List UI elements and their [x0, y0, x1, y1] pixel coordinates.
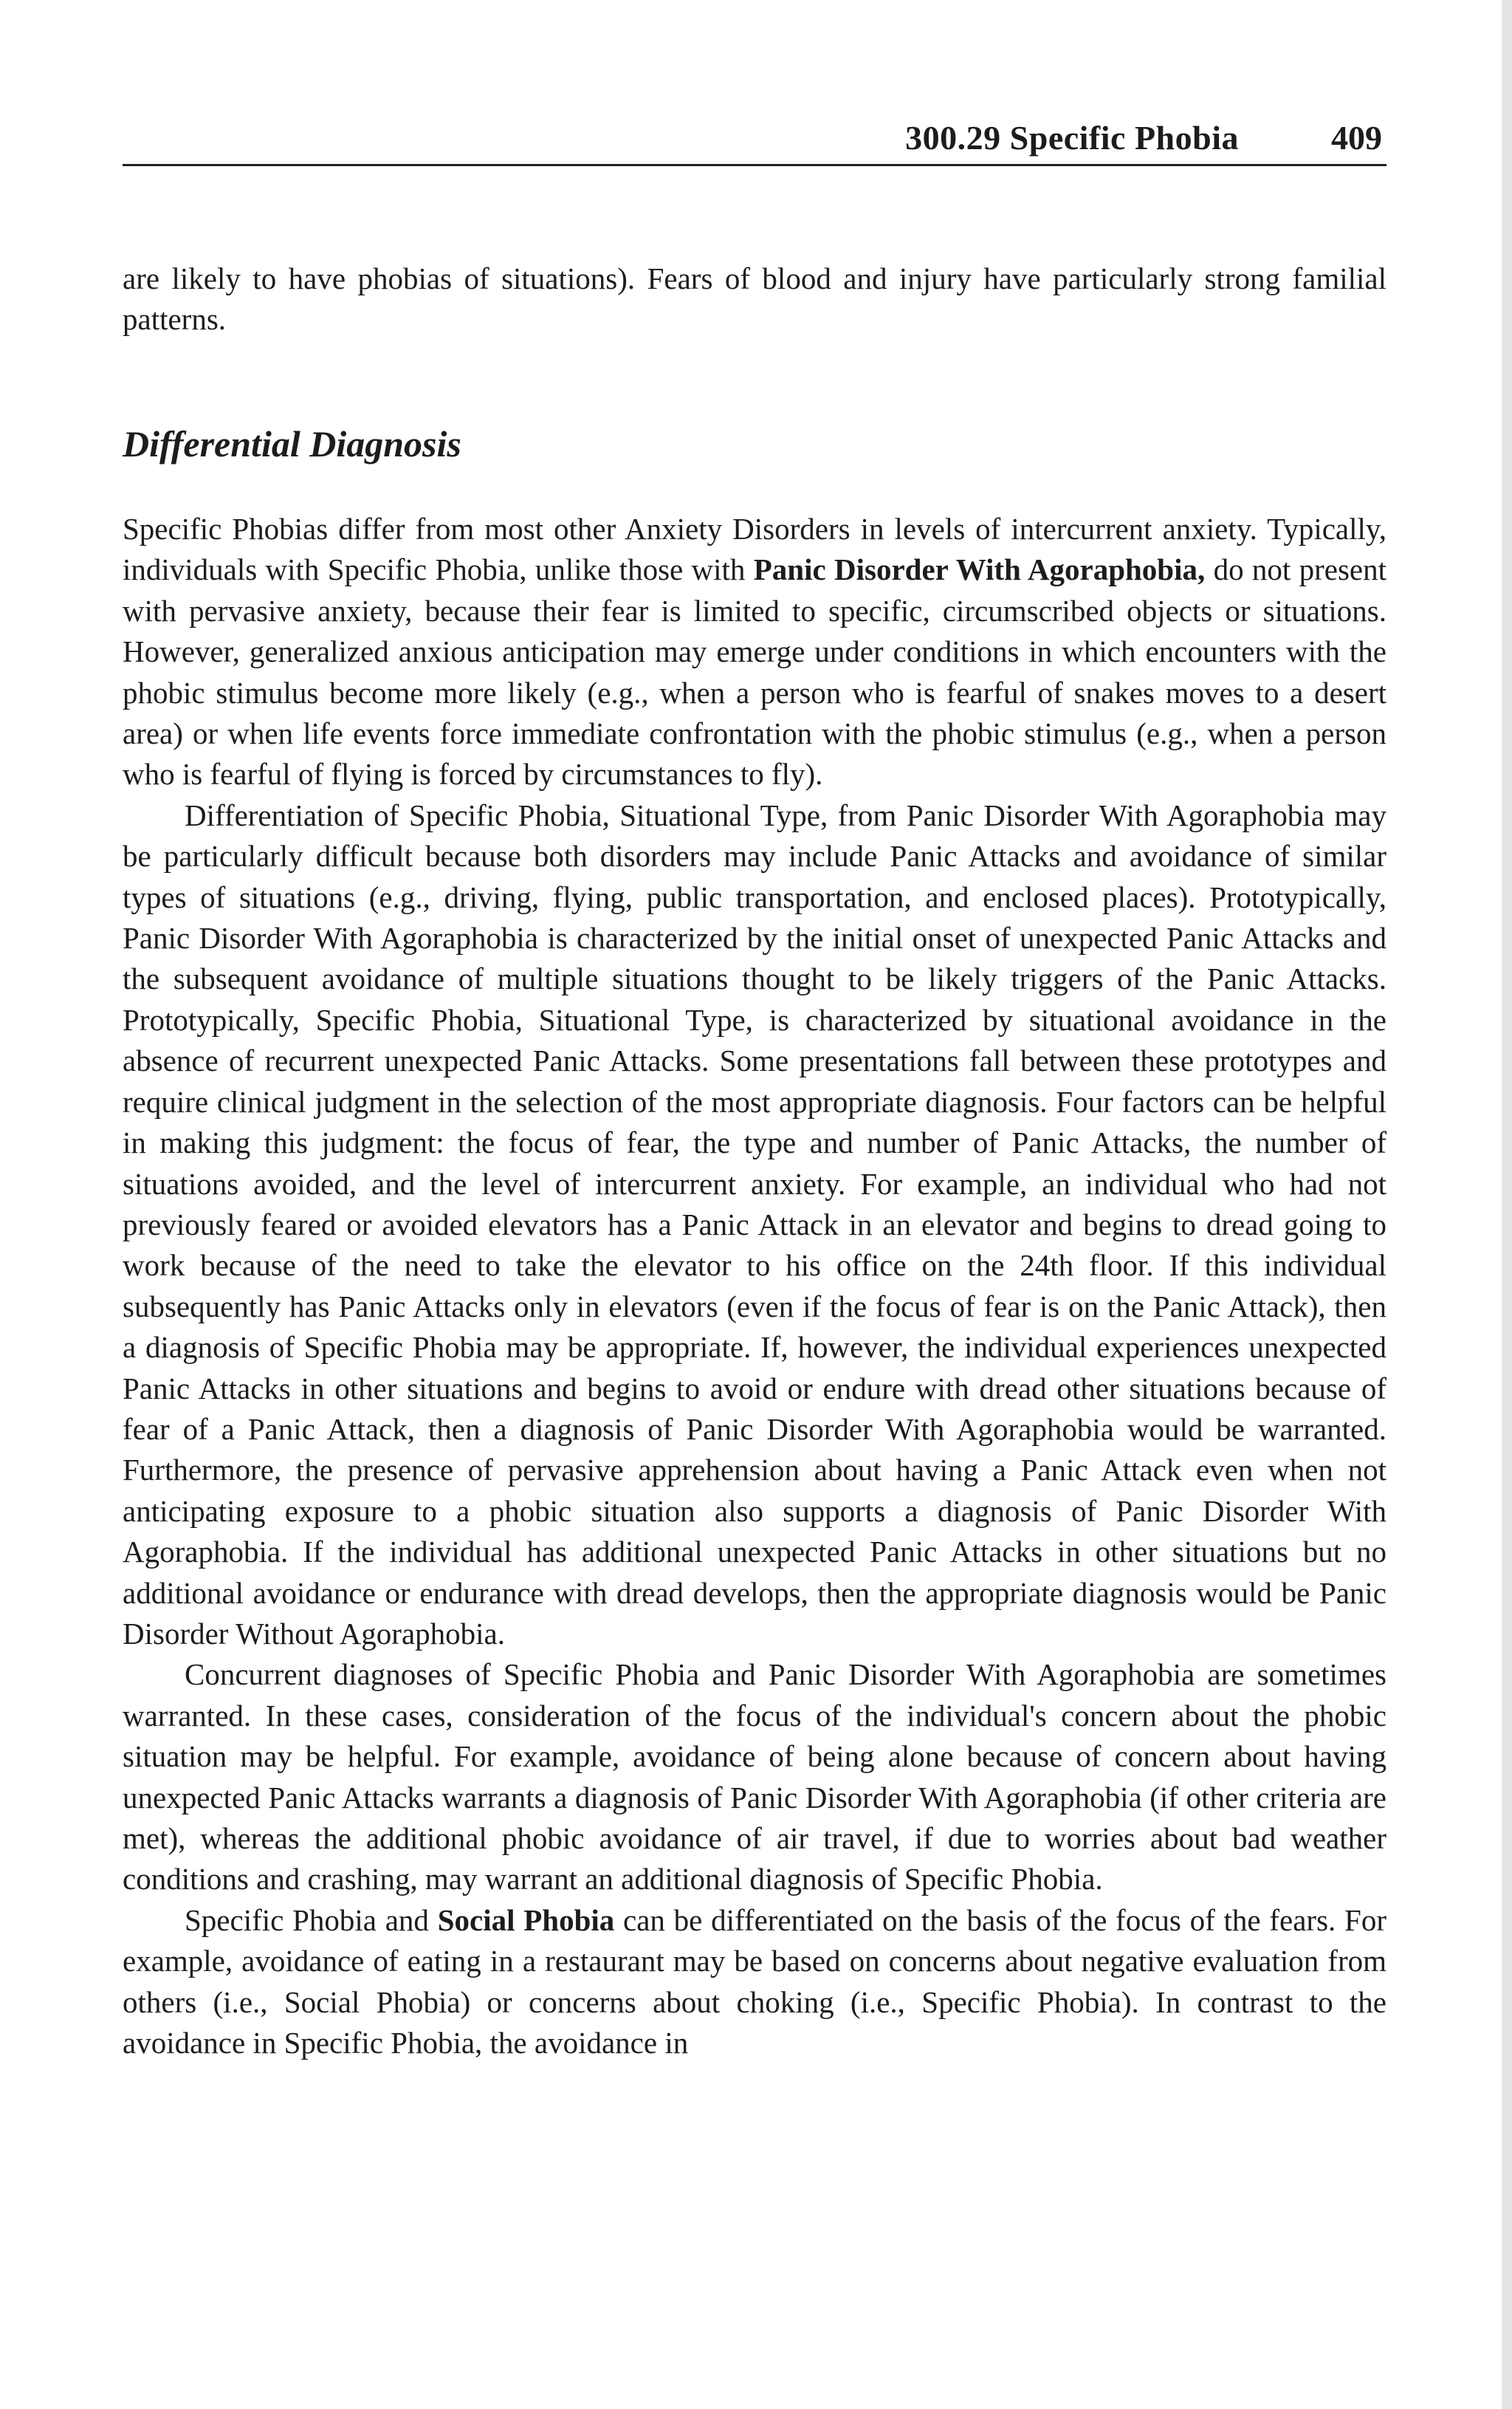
cross-reference-term: Panic Disorder With Agoraphobia, — [753, 552, 1206, 587]
page-number: 409 — [1331, 119, 1382, 157]
paragraph-1 — [123, 509, 1386, 795]
paragraph-4-part2: can be differentiated on the basis of the focus of the fears. For example, avoidance of eating in a restaurant may be based on concerns about negative evaluation from others (i.e., Social Phobia) or concerns about choking (i.e., Specific Phobia). In contrast to the avoidance in Specific Phobia, the avoidance in — [123, 1902, 1386, 2060]
cross-reference-term: Social Phobia — [437, 1902, 615, 1937]
section-heading: Differential Diagnosis — [123, 423, 461, 465]
paragraph-4 — [123, 1900, 1386, 2064]
paragraph-1-part1: Specific Phobias differ from most other Anxiety Disorders in levels of intercurrent anxiety. Typically, individuals with Specific Phobia, unlike those with — [123, 512, 1386, 587]
paragraph-4-part1: Specific Phobia and — [185, 1902, 438, 1937]
intro-paragraph: are likely to have phobias of situations). Fears of blood and injury have particularly strong familial patterns. — [123, 261, 1386, 337]
running-head — [123, 111, 1386, 162]
running-head-title: 300.29 Specific Phobia — [905, 119, 1239, 157]
paragraph-3: Concurrent diagnoses of Specific Phobia and Panic Disorder With Agoraphobia are sometimes warranted. In these cases, consideration of the focus of the individual's concern about the phobic situation may be helpful. For example, avoidance of being alone because of concern about having unexpected Panic Attacks warrants a diagnosis of Panic Disorder With Agoraphobia (if other criteria are met), whereas the additional phobic avoidance of air travel, if due to worries about bad weather conditions and crashing, may warrant an additional diagnosis of Specific Phobia. — [123, 1657, 1386, 1896]
section-body — [123, 509, 1386, 2063]
paragraph-2: Differentiation of Specific Phobia, Situational Type, from Panic Disorder With Agoraphobia may be particularly difficult because both disorders may include Panic Attacks and avoidance of similar types of situations (e.g., driving, flying, public transportation, and enclosed places). Prototypically, Panic Disorder With Agoraphobia is characterized by the initial onset of unexpected Panic Attacks and the subsequent avoidance of multiple situations thought to be likely triggers of the Panic Attacks. Prototypically, Specific Phobia, Situational Type, is characterized by situational avoidance in the absence of recurrent unexpected Panic Attacks. Some presentations fall between these prototypes and require clinical judgment in the selection of the most appropriate diagnosis. Four factors can be helpful in making this judgment: the focus of fear, the type and number of Panic Attacks, the number of situations avoided, and the level of intercurrent anxiety. For example, an individual who had not previously feared or avoided elevators has a Panic Attack in an elevator and begins to dread going to work because of the need to take the elevator to his office on the 24th floor. If this individual subsequently has Panic Attacks only in elevators (even if the focus of fear is on the Panic Attack), then a diagnosis of Specific Phobia may be appropriate. If, however, the individual experiences unexpected Panic Attacks in other situations and begins to avoid or endure with dread other situations because of fear of a Panic Attack, then a diagnosis of Panic Disorder With Agoraphobia would be warranted. Furthermore, the presence of pervasive apprehension about having a Panic Attack even when not anticipating exposure to a phobic situation also supports a diagnosis of Panic Disorder With Agoraphobia. If the individual has additional unexpected Panic Attacks in other situations but no additional avoidance or endurance with dread develops, then the appropriate diagnosis would be Panic Disorder Without Agoraphobia. — [123, 798, 1386, 1651]
page-edge-shadow — [1502, 0, 1512, 2409]
paragraph-1-part2: do not present with pervasive anxiety, because their fear is limited to specific, circumscribed objects or situations. However, generalized anxious anticipation may emerge under conditions in which encounters with the phobic stimulus become more likely (e.g., when a person who is fearful of snakes moves to a desert area) or when life events force immediate confrontation with the phobic stimulus (e.g., when a person who is fearful of flying is forced by circumstances to fly). — [123, 552, 1387, 792]
header-rule — [123, 164, 1386, 166]
intro-text — [123, 258, 1386, 340]
